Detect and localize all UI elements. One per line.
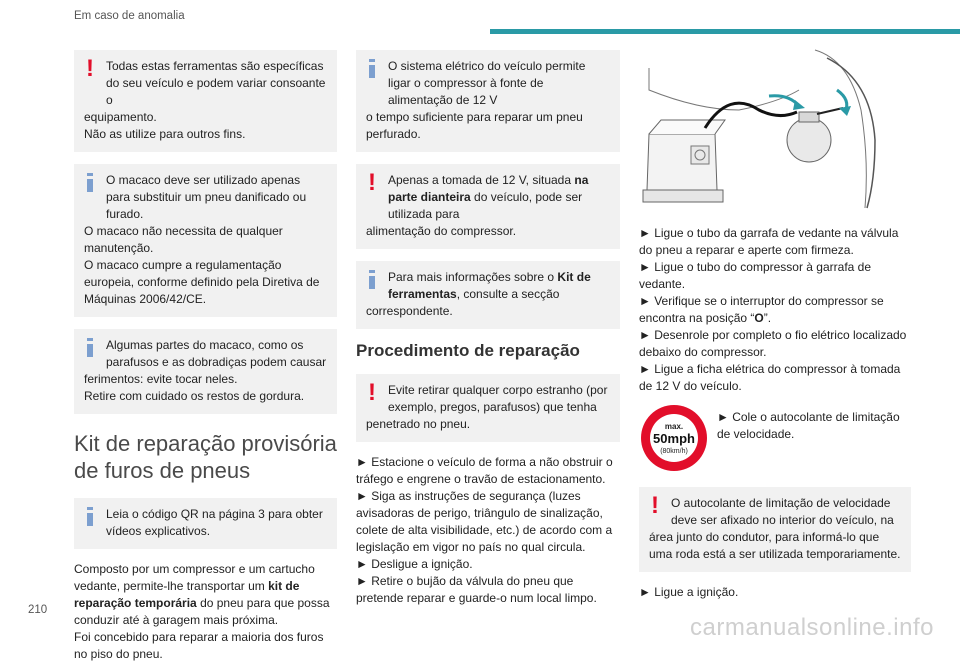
sign-line1: max. (664, 422, 684, 431)
procedure-steps (639, 225, 911, 395)
note-text: Algumas partes do macaco, como os parafusos e as dobradiças podem causar (106, 338, 327, 369)
note-text: o tempo suficiente para reparar um pneu perfurado. (366, 110, 583, 141)
sign-line3: (80km/h) (660, 448, 688, 455)
note-text: Apenas a tomada de 12 V, situada na parte dianteira do veículo, pode ser utilizada para (388, 173, 589, 221)
tyre (827, 58, 875, 208)
step: ► Ligue o tubo do compressor à garrafa de vedante. (639, 260, 872, 291)
step: ► Estacione o veículo de forma a não obstruir o tráfego e engrene o travão de estacionamento. (356, 455, 613, 486)
section-title: Kit de reparação provisória de furos de pneus (74, 431, 337, 483)
note-text: área junto do condutor, para informá-lo que uma roda está a ser utilizada temporariamente. (649, 530, 901, 561)
step: ► Verifique se o interruptor do compressor se encontra na posição “O”. (639, 294, 884, 325)
column-middle (356, 50, 620, 607)
note-text: O autocolante de limitação de velocidade deve ser afixado no interior do veículo, na (671, 496, 894, 527)
step: ► Desligue a ignição. (356, 557, 473, 571)
header-accent-bar (490, 29, 960, 34)
info-icon (86, 507, 94, 527)
procedure-steps (356, 454, 620, 607)
note-text: Leia o código QR na página 3 para obter vídeos explicativos. (106, 507, 323, 538)
info-icon (368, 270, 376, 290)
note-text: O macaco não necessita de qualquer manutenção. O macaco cumpre a regulamentação europeia, conforme definido pela Diretiva de Máquinas 2006/42/CE. (84, 224, 320, 306)
info-note (74, 498, 337, 549)
warning-note (356, 374, 620, 442)
note-text: Para mais informações sobre o Kit de ferramentas, consulte a secção (388, 270, 591, 301)
note-text: Evite retirar qualquer corpo estranho (por exemplo, pregos, parafusos) que tenha (388, 383, 608, 414)
procedure-title: Procedimento de reparação (356, 341, 580, 360)
info-note (356, 50, 620, 152)
compressor-top (649, 120, 725, 134)
page-number: 210 (28, 604, 48, 616)
speed-limit-row (639, 403, 911, 473)
note-text: penetrado no pneu. (366, 417, 471, 431)
running-header: Em caso de anomalia (74, 10, 185, 22)
step: ► Retire o bujão da válvula do pneu que pretende reparar e guarde-o num local limpo. (356, 574, 597, 605)
note-text: Todas estas ferramentas são específicas do seu veículo e podem variar consoante o (106, 59, 326, 107)
step: ► Ligue a ignição. (639, 585, 739, 599)
warning-note (356, 164, 620, 249)
note-text: alimentação do compressor. (366, 224, 517, 238)
step: ► Siga as instruções de segurança (luzes avisadoras de perigo, triângulo de sinalização, colete de alta visibilidade, etc.) de acordo com a legislação em vigor no país no qual circula. (356, 489, 613, 554)
compressor-gauge (691, 146, 709, 164)
warning-icon: ! (651, 492, 659, 519)
watermark: carmanualsonline.info (690, 614, 934, 641)
note-text: equipamento. Não as utilize para outros fins. (84, 110, 246, 141)
step: ► Ligue o tubo da garrafa de vedante na válvula do pneu a reparar e aperte com firmeza. (639, 226, 899, 257)
sealant-bottle (787, 118, 831, 162)
speed-limit-sticker (639, 403, 709, 473)
sign-line2: 50mph (653, 431, 695, 446)
warning-icon: ! (368, 169, 376, 196)
compressor-illustration (639, 50, 911, 208)
step: ► Ligue a ficha elétrica do compressor à tomada de 12 V do veículo. (639, 362, 901, 393)
compressor-base (643, 190, 723, 202)
info-icon (368, 59, 376, 79)
step: ► Desenrole por completo o fio elétrico localizado debaixo do compressor. (639, 328, 907, 359)
column-left (74, 50, 337, 663)
info-note (74, 329, 337, 414)
note-text: correspondente. (366, 304, 453, 318)
note-text: O sistema elétrico do veículo permite ligar o compressor à fonte de alimentação de 12 V (388, 59, 586, 107)
warning-icon: ! (368, 379, 376, 406)
note-text: O macaco deve ser utilizado apenas para substituir um pneu danificado ou furado. (106, 173, 307, 221)
info-note (74, 164, 337, 317)
note-text: ferimentos: evite tocar neles. Retire com cuidado os restos de gordura. (84, 372, 305, 403)
column-right (639, 50, 911, 601)
car-body-outline (649, 68, 799, 110)
warning-note (74, 50, 337, 152)
valve-hose (817, 108, 843, 114)
warning-note (639, 487, 911, 572)
step: ► Cole o autocolante de limitação de velocidade. (717, 410, 900, 441)
procedure-steps (639, 584, 911, 601)
intro-text: Composto por um compressor e um cartucho vedante, permite-lhe transportar um kit de reparação temporária do pneu para que possa conduzir até à garagem mais próxima. Foi concebido para reparar a maioria dos furos no piso do pneu. (74, 562, 330, 661)
info-icon (86, 338, 94, 358)
warning-icon: ! (86, 55, 94, 82)
info-note (356, 261, 620, 329)
info-icon (86, 173, 94, 193)
